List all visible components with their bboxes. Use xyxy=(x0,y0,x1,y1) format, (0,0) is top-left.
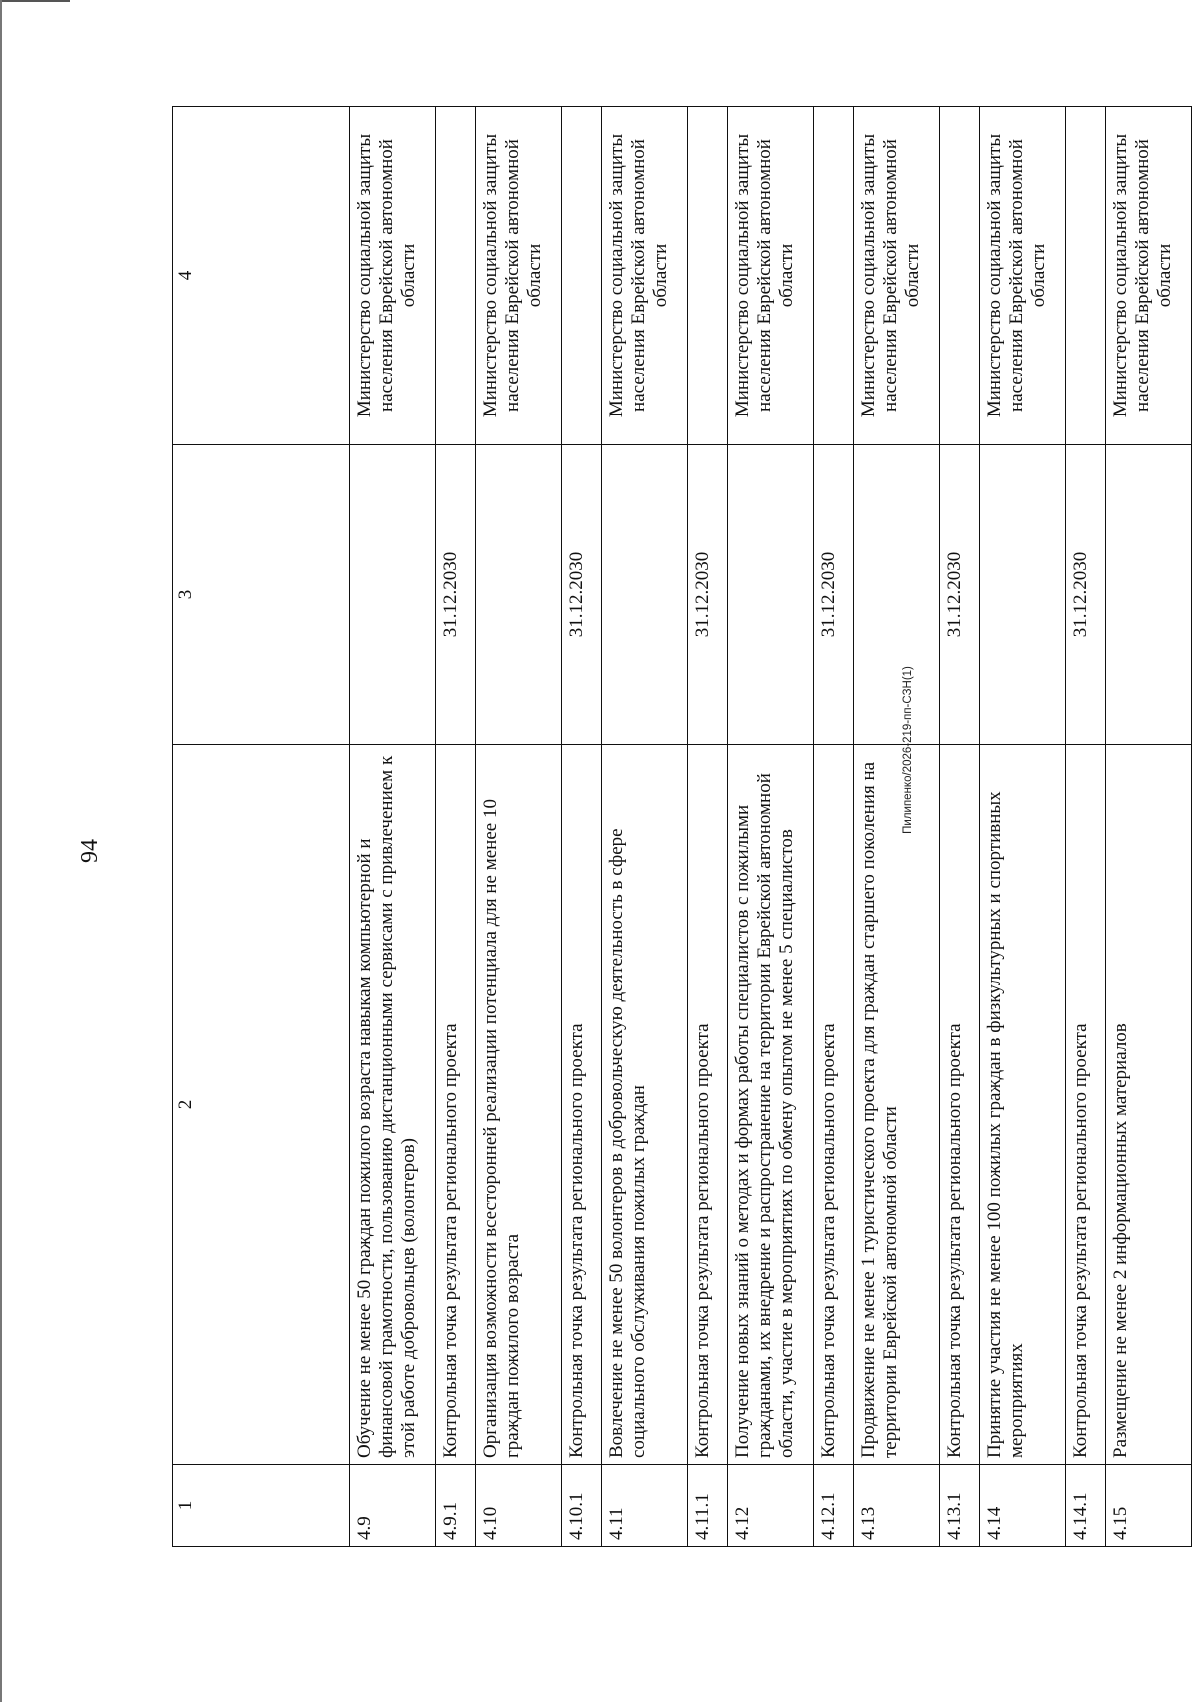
table-row xyxy=(980,107,1066,1547)
row-description: Контрольная точка результата регионального проекта xyxy=(940,745,980,1465)
row-number: 4.12.1 xyxy=(814,1465,854,1547)
document-code: Пилипенко/2026-219-пп-СЗН(1) xyxy=(902,666,914,834)
row-description: Контрольная точка результата регионального проекта xyxy=(814,745,854,1465)
row-number: 4.10 xyxy=(476,1465,562,1547)
page-number: 94 xyxy=(77,839,103,863)
table-row xyxy=(814,107,854,1547)
scan-edge-left xyxy=(0,0,2,1702)
row-number: 4.11 xyxy=(602,1465,688,1547)
row-executor xyxy=(940,107,980,445)
row-executor: Министерство социальной защиты населения Еврейской автономной области xyxy=(476,107,562,445)
row-date xyxy=(476,445,562,745)
row-date: 31.12.2030 xyxy=(688,445,728,745)
row-description: Контрольная точка результата регионального проекта xyxy=(1066,745,1106,1465)
row-number: 4.14.1 xyxy=(1066,1465,1106,1547)
row-executor: Министерство социальной защиты населения Еврейской автономной области xyxy=(1106,107,1192,445)
row-date xyxy=(980,445,1066,745)
row-executor xyxy=(688,107,728,445)
row-date xyxy=(1106,445,1192,745)
row-number: 4.12 xyxy=(728,1465,814,1547)
row-description: Продвижение не менее 1 туристического проекта для граждан старшего поколения на территории Еврейской автономной области xyxy=(854,745,940,1465)
table-row xyxy=(602,107,688,1547)
row-date: 31.12.2030 xyxy=(436,445,476,745)
row-description: Вовлечение не менее 50 волонтеров в добровольческую деятельность в сфере социального обслуживания пожилых граждан xyxy=(602,745,688,1465)
table-row xyxy=(350,107,436,1547)
row-executor xyxy=(1066,107,1106,445)
row-date xyxy=(728,445,814,745)
row-number: 4.13.1 xyxy=(940,1465,980,1547)
row-date: 31.12.2030 xyxy=(940,445,980,745)
row-number: 4.14 xyxy=(980,1465,1066,1547)
table-row xyxy=(436,107,476,1547)
table-row xyxy=(1106,107,1192,1547)
header-cell-3: 3 xyxy=(173,445,350,745)
row-description: Обучение не менее 50 граждан пожилого возраста навыкам компьютерной и финансовой грамотности, пользованию дистанционными сервисами с привлечением к этой работе добровольцев (волонтеров) xyxy=(350,745,436,1465)
row-description: Организация возможности всесторонней реализации потенциала для не менее 10 граждан пожилого возраста xyxy=(476,745,562,1465)
table-row xyxy=(688,107,728,1547)
measures-table xyxy=(172,106,1192,1547)
table-row xyxy=(940,107,980,1547)
row-description: Принятие участия не менее 100 пожилых граждан в физкультурных и спортивных мероприятиях xyxy=(980,745,1066,1465)
header-cell-4: 4 xyxy=(173,107,350,445)
row-executor: Министерство социальной защиты населения Еврейской автономной области xyxy=(350,107,436,445)
row-date: 31.12.2030 xyxy=(814,445,854,745)
row-description: Контрольная точка результата регионального проекта xyxy=(562,745,602,1465)
row-date: 31.12.2030 xyxy=(562,445,602,745)
row-executor xyxy=(814,107,854,445)
table-header-row xyxy=(173,107,350,1547)
row-number: 4.9 xyxy=(350,1465,436,1547)
table-row xyxy=(1066,107,1106,1547)
table-row xyxy=(728,107,814,1547)
row-date: 31.12.2030 xyxy=(1066,445,1106,745)
table-row xyxy=(476,107,562,1547)
row-number: 4.13 xyxy=(854,1465,940,1547)
row-executor: Министерство социальной защиты населения Еврейской автономной области xyxy=(602,107,688,445)
row-executor: Министерство социальной защиты населения Еврейской автономной области xyxy=(980,107,1066,445)
row-date xyxy=(350,445,436,745)
table-row xyxy=(854,107,940,1547)
row-number: 4.10.1 xyxy=(562,1465,602,1547)
row-date xyxy=(602,445,688,745)
row-executor xyxy=(562,107,602,445)
row-description: Контрольная точка результата регионального проекта xyxy=(436,745,476,1465)
row-description: Размещение не менее 2 информационных материалов xyxy=(1106,745,1192,1465)
row-executor xyxy=(436,107,476,445)
scan-edge-top xyxy=(0,0,70,6)
row-description: Получение новых знаний о методах и формах работы специалистов с пожилыми гражданами, их внедрение и распространение на территории Еврейской автономной области, участие в мероприятиях по обмену опытом не менее 5 специалистов xyxy=(728,745,814,1465)
row-executor: Министерство социальной защиты населения Еврейской автономной области xyxy=(854,107,940,445)
row-executor: Министерство социальной защиты населения Еврейской автономной области xyxy=(728,107,814,445)
table-row xyxy=(562,107,602,1547)
header-cell-1: 1 xyxy=(173,1465,350,1547)
header-cell-2: 2 xyxy=(173,745,350,1465)
row-number: 4.9.1 xyxy=(436,1465,476,1547)
row-number: 4.11.1 xyxy=(688,1465,728,1547)
row-number: 4.15 xyxy=(1106,1465,1192,1547)
row-date xyxy=(854,445,940,745)
row-description: Контрольная точка результата регионального проекта xyxy=(688,745,728,1465)
